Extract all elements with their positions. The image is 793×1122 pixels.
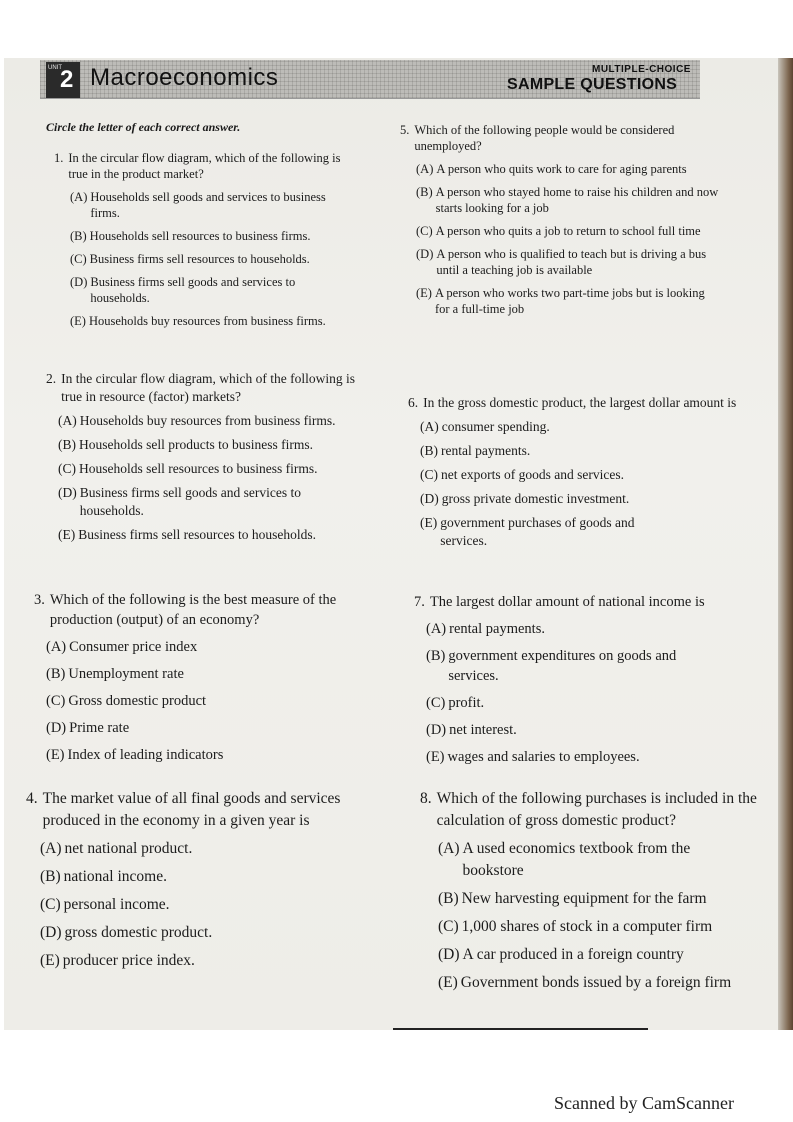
question-number: 6. [408, 395, 419, 410]
question-8 [420, 788, 778, 994]
option-letter: (C) [58, 461, 76, 476]
option-e[interactable] [34, 745, 364, 765]
option-text: 1,000 shares of stock in a computer firm [461, 918, 713, 935]
option-text: gross domestic product. [64, 924, 213, 941]
question-text: Which of the following people would be considered unemployed? [414, 123, 675, 153]
option-c[interactable] [40, 894, 376, 916]
option-text: A used economics textbook from the bookstore [462, 840, 691, 879]
option-text: national income. [63, 868, 167, 885]
option-text: A person who is qualified to teach but is driving a bus until a teaching job is available [436, 247, 707, 277]
option-letter: (D) [58, 485, 77, 500]
option-text: rental payments. [441, 443, 531, 458]
option-text: consumer spending. [441, 419, 550, 434]
question-number: 7. [414, 594, 425, 610]
option-letter: (A) [40, 840, 62, 857]
option-letter: (B) [40, 868, 61, 885]
option-letter: (C) [40, 896, 61, 913]
option-d[interactable] [438, 944, 778, 966]
question-text: The largest dollar amount of national income is [429, 594, 705, 610]
option-letter: (C) [46, 693, 66, 709]
option-letter: (A) [420, 419, 439, 434]
question-4 [26, 788, 376, 972]
option-c[interactable] [34, 691, 364, 711]
option-text: Households sell resources to business firms. [89, 229, 311, 243]
question-6 [408, 394, 738, 550]
option-e[interactable] [400, 285, 720, 317]
option-letter: (A) [438, 840, 460, 857]
option-c[interactable] [408, 466, 738, 484]
option-letter: (D) [420, 491, 439, 506]
question-text: In the circular flow diagram, which of the following is true in resource (factor) markets? [61, 371, 356, 404]
question-number: 5. [400, 123, 410, 137]
question-number: 8. [420, 790, 432, 807]
option-d[interactable] [54, 274, 344, 306]
option-e[interactable] [54, 313, 344, 329]
option-c[interactable] [54, 251, 344, 267]
page-edge-shadow [778, 58, 793, 1030]
question-text: In the gross domestic product, the largest dollar amount is [423, 395, 737, 410]
option-c[interactable] [438, 916, 778, 938]
option-a[interactable] [40, 838, 376, 860]
option-a[interactable] [408, 418, 738, 436]
option-d[interactable] [400, 246, 720, 278]
option-letter: (E) [426, 749, 445, 765]
option-b[interactable] [46, 436, 366, 454]
option-e[interactable] [438, 972, 778, 994]
option-e[interactable] [40, 950, 376, 972]
option-letter: (D) [40, 924, 62, 941]
option-letter: (A) [416, 162, 434, 176]
option-text: Households buy resources from business firms. [88, 314, 326, 328]
section-subtitle: MULTIPLE-CHOICE [592, 64, 691, 75]
question-3 [34, 590, 364, 765]
instructions: Circle the letter of each correct answer. [46, 120, 241, 134]
option-text: Consumer price index [69, 639, 198, 655]
option-text: government expenditures on goods and services. [448, 648, 677, 684]
unit-number: 2 [60, 66, 74, 93]
option-e[interactable] [408, 514, 670, 550]
option-a[interactable] [414, 619, 764, 639]
option-b[interactable] [408, 442, 738, 460]
option-letter: (A) [46, 639, 67, 655]
option-a[interactable] [400, 161, 720, 177]
option-letter: (D) [70, 275, 88, 289]
option-c[interactable] [400, 223, 720, 239]
option-a[interactable] [46, 412, 366, 430]
option-a[interactable] [438, 838, 728, 882]
option-text: gross private domestic investment. [441, 491, 630, 506]
option-letter: (C) [416, 224, 433, 238]
question-number: 3. [34, 592, 45, 608]
option-b[interactable] [400, 184, 720, 216]
option-text: government purchases of goods and services. [440, 515, 635, 548]
option-text: producer price index. [62, 952, 195, 969]
option-letter: (E) [438, 974, 458, 991]
option-text: rental payments. [449, 621, 545, 637]
option-letter: (E) [58, 527, 76, 542]
option-b[interactable] [414, 646, 696, 686]
option-text: Households sell goods and services to business firms. [90, 190, 326, 220]
option-letter: (C) [420, 467, 438, 482]
question-text: Which of the following purchases is included in the calculation of gross domestic product? [436, 790, 757, 829]
question-text: In the circular flow diagram, which of the following is true in the product market? [68, 151, 341, 181]
question-2 [46, 370, 366, 544]
option-text: Unemployment rate [68, 666, 184, 682]
subject-title: Macroeconomics [90, 64, 279, 91]
option-letter: (B) [58, 437, 76, 452]
option-d[interactable] [46, 484, 366, 520]
option-letter: (D) [438, 946, 460, 963]
option-letter: (D) [426, 722, 447, 738]
option-text: Business firms sell resources to households. [78, 527, 316, 542]
option-text: A person who stayed home to raise his children and now starts looking for a job [435, 185, 719, 215]
option-letter: (E) [416, 286, 432, 300]
option-b[interactable] [34, 664, 364, 684]
option-letter: (B) [46, 666, 66, 682]
option-a[interactable] [34, 637, 364, 657]
option-a[interactable] [54, 189, 344, 221]
unit-label: UNIT [48, 65, 62, 71]
question-1 [54, 150, 344, 329]
option-letter: (A) [426, 621, 447, 637]
option-letter: (A) [58, 413, 77, 428]
option-text: wages and salaries to employees. [447, 749, 640, 765]
option-c[interactable] [414, 693, 764, 713]
option-text: profit. [448, 695, 485, 711]
question-text: Which of the following is the best measure of the production (output) of an economy? [49, 592, 337, 628]
option-letter: (B) [416, 185, 433, 199]
option-text: Business firms sell resources to households. [89, 252, 310, 266]
option-letter: (E) [70, 314, 86, 328]
option-e[interactable] [46, 526, 366, 544]
option-letter: (E) [420, 515, 438, 530]
option-d[interactable] [414, 720, 764, 740]
option-text: net interest. [449, 722, 517, 738]
option-d[interactable] [408, 490, 738, 508]
option-d[interactable] [40, 922, 376, 944]
option-text: Prime rate [69, 720, 130, 736]
option-text: net exports of goods and services. [441, 467, 624, 482]
option-letter: (B) [420, 443, 438, 458]
option-text: A person who works two part-time jobs but is looking for a full-time job [434, 286, 705, 316]
option-text: Households sell products to business firms. [79, 437, 313, 452]
option-text: A person who quits a job to return to school full time [435, 224, 701, 238]
question-text: The market value of all final goods and services produced in the economy in a given year is [42, 790, 341, 829]
option-e[interactable] [414, 747, 764, 767]
option-d[interactable] [34, 718, 364, 738]
section-title: SAMPLE QUESTIONS [507, 76, 678, 93]
option-b[interactable] [40, 866, 376, 888]
option-text: net national product. [64, 840, 193, 857]
option-c[interactable] [46, 460, 366, 478]
option-letter: (E) [46, 747, 65, 763]
option-letter: (A) [70, 190, 88, 204]
unit-tab [46, 62, 80, 98]
option-text: Index of leading indicators [67, 747, 224, 763]
option-letter: (B) [70, 229, 87, 243]
question-number: 4. [26, 790, 38, 807]
question-7 [414, 592, 764, 767]
option-text: Households buy resources from business firms. [79, 413, 336, 428]
option-text: Government bonds issued by a foreign firm [460, 974, 732, 991]
option-letter: (C) [426, 695, 446, 711]
option-text: A car produced in a foreign country [462, 946, 684, 963]
option-letter: (D) [46, 720, 67, 736]
option-letter: (C) [70, 252, 87, 266]
option-text: Gross domestic product [68, 693, 207, 709]
option-text: Business firms sell goods and services to households. [90, 275, 296, 305]
option-letter: (D) [416, 247, 434, 261]
option-letter: (C) [438, 918, 459, 935]
option-letter: (E) [40, 952, 60, 969]
option-text: A person who quits work to care for aging parents [436, 162, 687, 176]
option-text: Business firms sell goods and services to households. [79, 485, 301, 518]
option-text: Households sell resources to business firms. [79, 461, 318, 476]
option-letter: (B) [426, 648, 446, 664]
option-b[interactable] [438, 888, 778, 910]
option-b[interactable] [54, 228, 344, 244]
option-letter: (B) [438, 890, 459, 907]
bottom-rule [393, 1028, 648, 1030]
question-number: 2. [46, 371, 57, 386]
question-5 [400, 122, 720, 317]
option-text: New harvesting equipment for the farm [461, 890, 707, 907]
option-text: personal income. [63, 896, 170, 913]
question-number: 1. [54, 151, 64, 165]
scanner-watermark: Scanned by CamScanner [554, 1093, 734, 1113]
